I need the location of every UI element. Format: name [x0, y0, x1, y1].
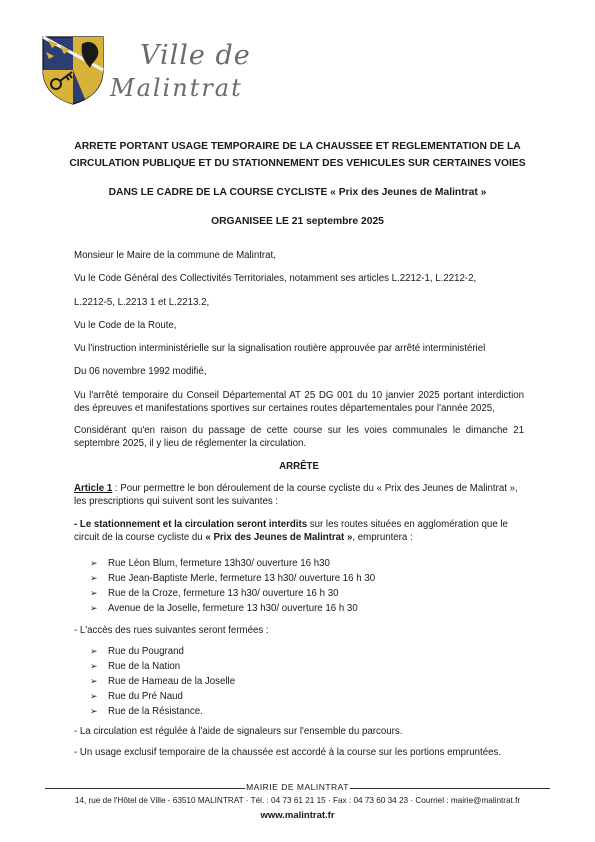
street-name: Rue du Pré Naud — [108, 691, 183, 702]
footer-divider-right — [350, 788, 550, 789]
access-intro — [74, 624, 524, 637]
stationnement-rest: sur les routes situées en agglomération que le circuit de la course cycliste du — [74, 519, 508, 543]
town-logo — [40, 34, 251, 106]
arrow-bullet-icon: ➢ — [90, 676, 98, 686]
list-item — [74, 601, 524, 616]
signaleurs-paragraph — [74, 725, 524, 738]
stationnement-course: « Prix des Jeunes de Malintrat » — [205, 532, 353, 543]
preamble-mayor — [74, 249, 524, 262]
preamble-line: Monsieur le Maire de la commune de Malintrat, — [74, 250, 276, 261]
arrete-heading-text: ARRÊTE — [279, 461, 319, 472]
preamble-code-route — [74, 319, 524, 332]
arrow-bullet-icon: ➢ — [90, 661, 98, 671]
preamble-line: Du 06 novembre 1992 modifié, — [74, 366, 207, 377]
preamble-line: Vu l'arrêté temporaire du Conseil Départemental AT 25 DG 001 du 10 janvier 2025 portant interdiction des épreuves et manifestations sportives sur certaines routes départementales pour l'année 2025, — [74, 390, 524, 414]
arrow-bullet-icon: ➢ — [90, 706, 98, 716]
footer-website-link[interactable]: www.malintrat.fr — [260, 810, 335, 821]
preamble-articles — [74, 296, 524, 309]
title-date: ORGANISEE LE 21 septembre 2025 — [211, 216, 384, 227]
preamble-line: Vu le Code Général des Collectivités Territoriales, notamment ses articles L.2212-1, L.2212-2, — [74, 273, 477, 284]
title-main: ARRETE PORTANT USAGE TEMPORAIRE DE LA CHAUSSEE ET REGLEMENTATION DE LA CIRCULATION PUBLIQUE ET DU STATIONNEMENT DES VEHICULES SUR CERTAINES VOIES — [69, 141, 526, 169]
arrow-bullet-icon: ➢ — [90, 646, 98, 656]
article-1 — [74, 482, 524, 508]
preamble-date — [74, 365, 524, 378]
street-name: Rue de Hameau de la Joselle — [108, 676, 236, 687]
access-intro-text: - L'accès des rues suivantes seront fermées : — [74, 625, 269, 636]
arrow-bullet-icon: ➢ — [90, 558, 98, 568]
preamble-considerant — [74, 424, 524, 450]
arrete-heading — [74, 460, 524, 473]
street-name: Avenue de la Joselle, fermeture 13 h30/ ouverture 16 h 30 — [108, 603, 358, 614]
preamble-arrete-temporaire — [74, 389, 524, 415]
article-1-text — [74, 482, 524, 508]
logo-text-ville-de: Ville de — [140, 40, 251, 71]
article-1-body: : Pour permettre le bon déroulement de la course cycliste du « Prix des Jeunes de Malintrat », les prescriptions qui suivent sont les suivantes : — [74, 483, 518, 507]
arrow-bullet-icon: ➢ — [90, 588, 98, 598]
street-name: Rue Jean-Baptiste Merle, fermeture 13 h30/ ouverture 16 h 30 — [108, 573, 376, 584]
stationnement-text — [74, 518, 524, 544]
list-item — [74, 586, 524, 601]
access-streets-list — [74, 644, 524, 719]
street-name: Rue Léon Blum, fermeture 13h30/ ouverture 16 h30 — [108, 558, 330, 569]
list-item — [74, 689, 524, 704]
list-item — [74, 704, 524, 719]
coat-of-arms-icon — [40, 34, 106, 106]
list-item — [74, 571, 524, 586]
usage-paragraph — [74, 746, 524, 759]
document-title — [60, 138, 535, 230]
list-item — [74, 659, 524, 674]
preamble-signalisation — [74, 342, 524, 355]
street-name: Rue du Pougrand — [108, 646, 184, 657]
footer-title: MAIRIE DE MALINTRAT — [246, 782, 349, 792]
closed-streets-list — [74, 556, 524, 616]
street-name: Rue de la Nation — [108, 661, 181, 672]
title-context: DANS LE CADRE DE LA COURSE CYCLISTE « Prix des Jeunes de Malintrat » — [108, 187, 487, 198]
signaleurs-text: - La circulation est régulée à l'aide de signaleurs sur l'ensemble du parcours. — [74, 726, 403, 737]
stationnement-paragraph — [74, 518, 524, 544]
preamble-line: Considérant qu'en raison du passage de cette course sur les voies communales le dimanche 21 septembre 2025, il y lieu de réglementer la circulation. — [74, 425, 524, 449]
stationnement-end: , empruntera : — [352, 532, 413, 543]
logo-text-malintrat: Malintrat — [110, 74, 243, 102]
street-name: Rue de la Croze, fermeture 13 h30/ ouverture 16 h 30 — [108, 588, 339, 599]
usage-text: - Un usage exclusif temporaire de la chaussée est accordé à la course sur les portions empruntées. — [74, 747, 502, 758]
preamble-line: L.2212-5, L.2213 1 et L.2213.2, — [74, 297, 210, 308]
article-1-label: Article 1 — [74, 483, 113, 494]
street-name: Rue de la Résistance. — [108, 706, 203, 717]
arrow-bullet-icon: ➢ — [90, 691, 98, 701]
preamble-line: Vu le Code de la Route, — [74, 320, 177, 331]
footer-divider-left — [45, 788, 245, 789]
arrow-bullet-icon: ➢ — [90, 603, 98, 613]
list-item — [74, 556, 524, 571]
list-item — [74, 644, 524, 659]
list-item — [74, 674, 524, 689]
stationnement-bold: - Le stationnement et la circulation seront interdits — [74, 519, 308, 530]
preamble-cgct — [74, 272, 524, 285]
footer-address: 14, rue de l'Hôtel de Ville - 63510 MALINTRAT · Tél. : 04 73 61 21 15 · Fax : 04 73 60 34 23 · Courriel : mairie@malintrat.fr — [74, 796, 521, 805]
preamble-line: Vu l'instruction interministérielle sur la signalisation routière approuvée par arrêté interministériel — [74, 343, 486, 354]
arrow-bullet-icon: ➢ — [90, 573, 98, 583]
